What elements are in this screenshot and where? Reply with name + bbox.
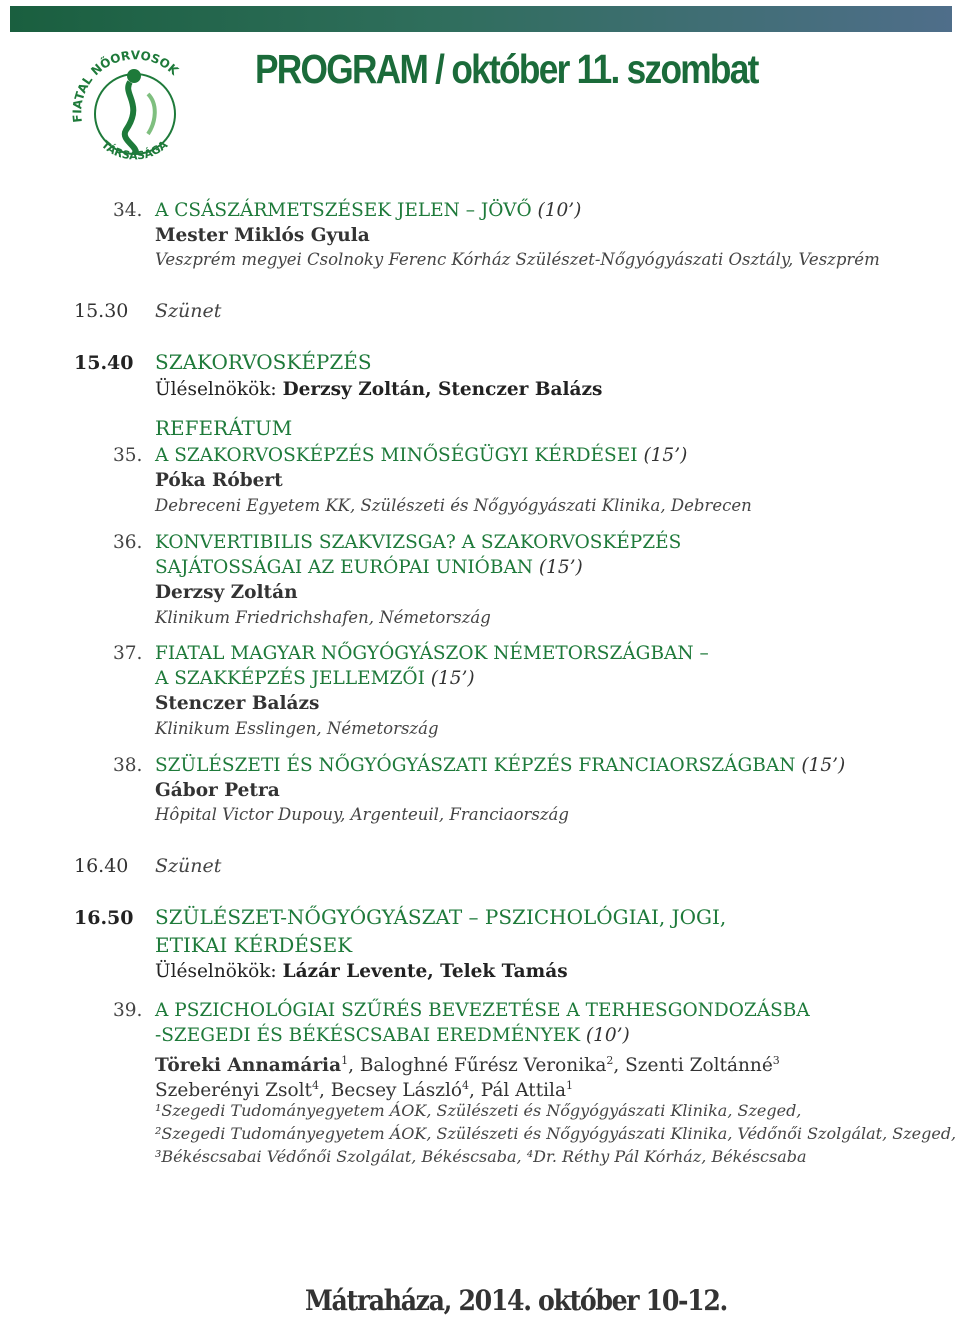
logo-top-text: FIATAL NŐORVOSOK xyxy=(70,48,182,124)
session-title: SZÜLÉSZET-NŐGYÓGYÁSZAT – PSZICHOLÓGIAI, JOGI, xyxy=(155,905,727,929)
item-number: 39. xyxy=(113,1000,143,1021)
authors-line1: Töreki Annamária$^1$, Baloghné Fűrész Veronika$^2$, Szenti Zoltánné$^3$ xyxy=(155,1054,780,1077)
society-logo xyxy=(60,34,210,169)
talk-title-line2: SAJÁTOSSÁGAI AZ EURÓPAI UNIÓBAN (15’) xyxy=(155,557,583,578)
speaker-name: Derzsy Zoltán xyxy=(155,582,298,603)
speaker-name: Mester Miklós Gyula xyxy=(155,225,370,246)
logo-bottom-text: TÁRSASÁGA xyxy=(98,138,171,163)
session-title: SZAKORVOSKÉPZÉS xyxy=(155,350,372,374)
session-time: 16.50 xyxy=(74,907,134,929)
speaker-name: Gábor Petra xyxy=(155,780,280,801)
talk-title-line2: A SZAKKÉPZÉS JELLEMZŐI (15’) xyxy=(155,668,475,689)
header-bar xyxy=(10,6,952,32)
talk-title: FIATAL MAGYAR NŐGYÓGYÁSZOK NÉMETORSZÁGBAN – xyxy=(155,643,709,664)
break-time: 16.40 xyxy=(74,855,129,877)
speaker-name: Póka Róbert xyxy=(155,470,283,491)
section-subheading: REFERÁTUM xyxy=(155,416,293,440)
session-title-line2: ETIKAI KÉRDÉSEK xyxy=(155,933,353,957)
speaker-name: Stenczer Balázs xyxy=(155,693,320,714)
session-time: 15.40 xyxy=(74,352,134,374)
item-number: 34. xyxy=(113,200,143,221)
talk-title: A CSÁSZÁRMETSZÉSEK JELEN – JÖVŐ (10’) xyxy=(155,200,582,221)
talk-title: A SZAKORVOSKÉPZÉS MINŐSÉGÜGYI KÉRDÉSEI (15’) xyxy=(155,445,688,466)
affiliation: Klinikum Esslingen, Németország xyxy=(155,719,439,738)
footer-venue: Mátraháza, 2014. október 10-12. xyxy=(305,1284,727,1317)
item-number: 38. xyxy=(113,755,143,776)
talk-title: SZÜLÉSZETI ÉS NŐGYÓGYÁSZATI KÉPZÉS FRANCIAORSZÁGBAN (15’) xyxy=(155,755,846,776)
affiliation: Hôpital Victor Dupouy, Argenteuil, Franciaország xyxy=(155,805,569,824)
break-label: Szünet xyxy=(155,855,222,877)
affiliation: Veszprém megyei Csolnoky Ferenc Kórház Szülészet-Nőgyógyászati Osztály, Veszprém xyxy=(155,250,880,269)
authors-line2: Szeberényi Zsolt$^4$, Becsey László$^4$, Pál Attila$^1$ xyxy=(155,1079,573,1102)
affiliation: Debreceni Egyetem KK, Szülészeti és Nőgyógyászati Klinika, Debrecen xyxy=(155,496,752,515)
item-number: 36. xyxy=(113,532,143,553)
page-title: PROGRAM / október 11. szombat xyxy=(255,46,758,92)
talk-title-line2: -SZEGEDI ÉS BÉKÉSCSABAI EREDMÉNYEK (10’) xyxy=(155,1025,630,1046)
session-chairs: Üléselnökök: Derzsy Zoltán, Stenczer Balázs xyxy=(155,379,603,400)
item-number: 35. xyxy=(113,445,143,466)
break-label: Szünet xyxy=(155,300,222,322)
affiliation-3: ³Békéscsabai Védőnői Szolgálat, Békéscsaba, ⁴Dr. Réthy Pál Kórház, Békéscsaba xyxy=(155,1147,807,1166)
affiliation: Klinikum Friedrichshafen, Németország xyxy=(155,608,491,627)
affiliation-1: ¹Szegedi Tudományegyetem ÁOK, Szülészeti és Nőgyógyászati Klinika, Szeged, xyxy=(155,1101,802,1120)
break-time: 15.30 xyxy=(74,300,129,322)
affiliation-2: ²Szegedi Tudományegyetem ÁOK, Szülészeti és Nőgyógyászati Klinika, Védőnői Szolgálat, Szeged, xyxy=(155,1124,957,1143)
session-chairs: Üléselnökök: Lázár Levente, Telek Tamás xyxy=(155,961,568,982)
item-number: 37. xyxy=(113,643,143,664)
talk-title: KONVERTIBILIS SZAKVIZSGA? A SZAKORVOSKÉPZÉS xyxy=(155,532,682,553)
talk-title: A PSZICHOLÓGIAI SZŰRÉS BEVEZETÉSE A TERHESGONDOZÁSBA xyxy=(155,1000,810,1021)
